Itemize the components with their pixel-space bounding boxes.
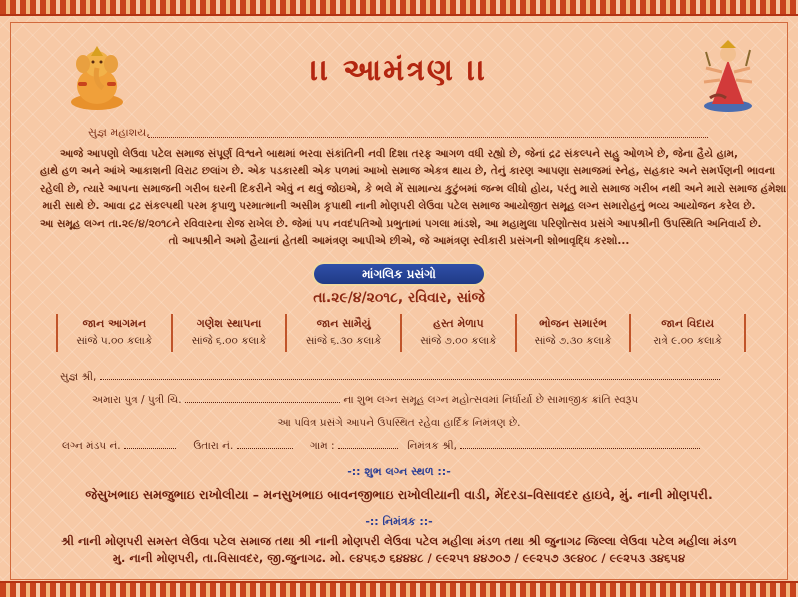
intro-line: રહેલી છે, ત્યારે આપના સમાજની ગરીબ ઘરની દિકરીને એવું ન થવું જોઇએ, કે ભલે મેં સામાન્ય કુટુંબમાં જન્મ લીધો હોય, પરંતુ મારો સમાજ ગરીબ નથી અને મારો સમાજ હંમેશા [40,182,787,195]
inviters-block [0,533,798,567]
inviters-contact: મુ. નાની મોણપરી, તા.વિસાવદર, જી.જુનાગઢ. મો. ૯૪૫૬૭ ૬૪૪૪૮ / ૯૯૨૫૧ ૪૪૭૦૭ / ૯૯૨૫૭ ૩૯૪૦૮ / ૯૯૨૫૩ ૩૪૬૫૪ [112,551,686,565]
bottom-border [0,581,798,597]
mandap-blank[interactable] [124,448,176,449]
intro-paragraph [40,146,787,250]
intro-line: આ સમૂહ લગ્ન તા.૨૯/૪/૨૦૧૮ને રવિવારના રોજ રાખેલ છે. જેમાં ૫૫ નવદંપતિઓ પ્રભુતામાં પગલા માંડશે, આ મહામુલા પરિણોત્સવ પ્રસંગે આપશ્રીની ઉપસ્થિતિ અનિવાર્ય છે. [40,217,762,230]
event-cell [285,314,400,352]
venue-heading: -:: શુભ લગ્ન સ્થળ ::- [347,465,451,478]
ceremony-badge: માંગલિક પ્રસંગો [314,264,484,284]
child-label: અમારા પુત્ર / પુત્રી ચિ. [92,394,182,406]
venue-text: જેસુખભાઇ સમજુભાઇ રાખોલીયા – મનસુખભાઇ બાવનજીભાઇ રાખોલીયાની વાડી, મેંદરડા–વિસાવદર હાઇવે, મું. નાની મોણપરી. [85,487,713,502]
event-cell [171,314,286,352]
event-name: હસ્ત મેળાપ [433,317,484,330]
event-time: સાંજે ૬.૦૦ કલાકે [191,335,267,347]
inviters-heading: -:: નિમંત્રક ::- [365,515,433,528]
top-border [0,0,798,16]
shri-blank[interactable] [100,379,720,380]
shri-label: સુજ્ઞ શ્રી, [60,371,97,383]
event-cell [515,314,630,352]
event-name: ભોજન સમારંભ [539,317,607,330]
child-blank[interactable] [185,402,340,403]
gam-label: ગામ : [309,440,335,452]
event-time: સાંજે ૭.૩૦ કલાકે [534,335,612,347]
nimantrak-label: નિમંત્રક શ્રી, [407,440,457,452]
intro-line: તો આપશ્રીને અમો હૈયાનાં હેતથી આમંત્રણ આપીએ છીએ, જે આમંત્રણ સ્વીકારી પ્રસંગની શોભાવૃદ્ધિ કરશો... [168,235,630,248]
event-cell [629,314,746,352]
event-cell [56,314,171,352]
event-time: સાંજે ૫.૦૦ કલાકે [76,335,153,347]
event-time: સાંજે ૬.૩૦ કલાકે [305,335,382,347]
shri-row [60,371,720,384]
details-row [62,440,700,453]
intro-line: આજે આપણો લેઉવા પટેલ સમાજ સંપૂર્ણ વિશ્વને બાથમાં ભરવા સંકાંતિની નવી દિશા તરફ આગળ વધી રહ્યો છે, જેનાં દ્રઢ સંકલ્પને સહુ ઓળખે છે, જેના હૈયે હામ, [59,148,739,160]
child-row [92,394,638,407]
event-time: રાત્રે ૯.૦૦ કલાકે [653,335,723,347]
intro-line: હાથે હળ અને આંખે આકાશની વિરાટ છલાંગ છે. એક પડકારથી એક પળમાં આખો સમાજ એકત્ર થાય છે, તેનું કારણ આપણા સમાજમાં સ્નેહ, સહકાર અને સમર્પણની ભાવના [40,165,776,178]
event-cell [400,314,515,352]
page-title: ।। આમંત્રણ ।। [310,53,488,88]
event-name: જાન વિદાય [661,317,715,330]
utara-blank[interactable] [237,448,293,449]
utara-label: ઉતારા નં. [193,440,234,452]
event-name: જાન સામૈયું [316,317,371,330]
events-table [56,314,746,352]
presence-row: આ પવિત્ર પ્રસંગે આપને ઉપસ્થિત રહેવા હાર્દિક નિમંત્રણ છે. [277,417,521,429]
event-time: સાંજે ૭.૦૦ કલાકે [420,335,497,347]
mandap-label: લગ્ન મંડપ નં. [62,440,121,452]
event-name: જાન આગમન [82,317,147,330]
nimantrak-blank[interactable] [460,448,700,449]
inviters-line: શ્રી નાની મોણપરી સમસ્ત લેઉવા પટેલ સમાજ તથા શ્રી નાની મોણપરી લેઉવા પટેલ મહીલા મંડળ તથા શ્રી જુનાગઢ જિલ્લા લેઉવા પટેલ મહીલા મંડળ [61,534,737,548]
ceremony-date: તા.૨૯/૪/૨૦૧૮, રવિવાર, સાંજે [313,290,485,306]
salutation-blank [148,137,708,138]
child-suffix: ના શુભ લગ્ન સમૂહ લગ્ન મહોત્સવમાં નિર્ધાર્યા છે સામાજીક ક્રાંતિ સ્વરૂપ [343,394,639,406]
gam-blank[interactable] [338,448,398,449]
salutation: સુજ્ઞ મહાશય, [88,126,150,139]
event-name: ગણેશ સ્થાપના [196,317,262,330]
intro-line: મારી સાથે છે. આવા દ્રઢ સંકલ્પથી પરમ કૃપાળુ પરમાત્માની અસીમ કૃપાથી નાની મોણપરી લેઉવા પટેલ સમાજ આયોજીત સમૂહ લગ્ન સમારોહનું ભવ્ય આયોજન કરેલ છે. [42,200,756,213]
